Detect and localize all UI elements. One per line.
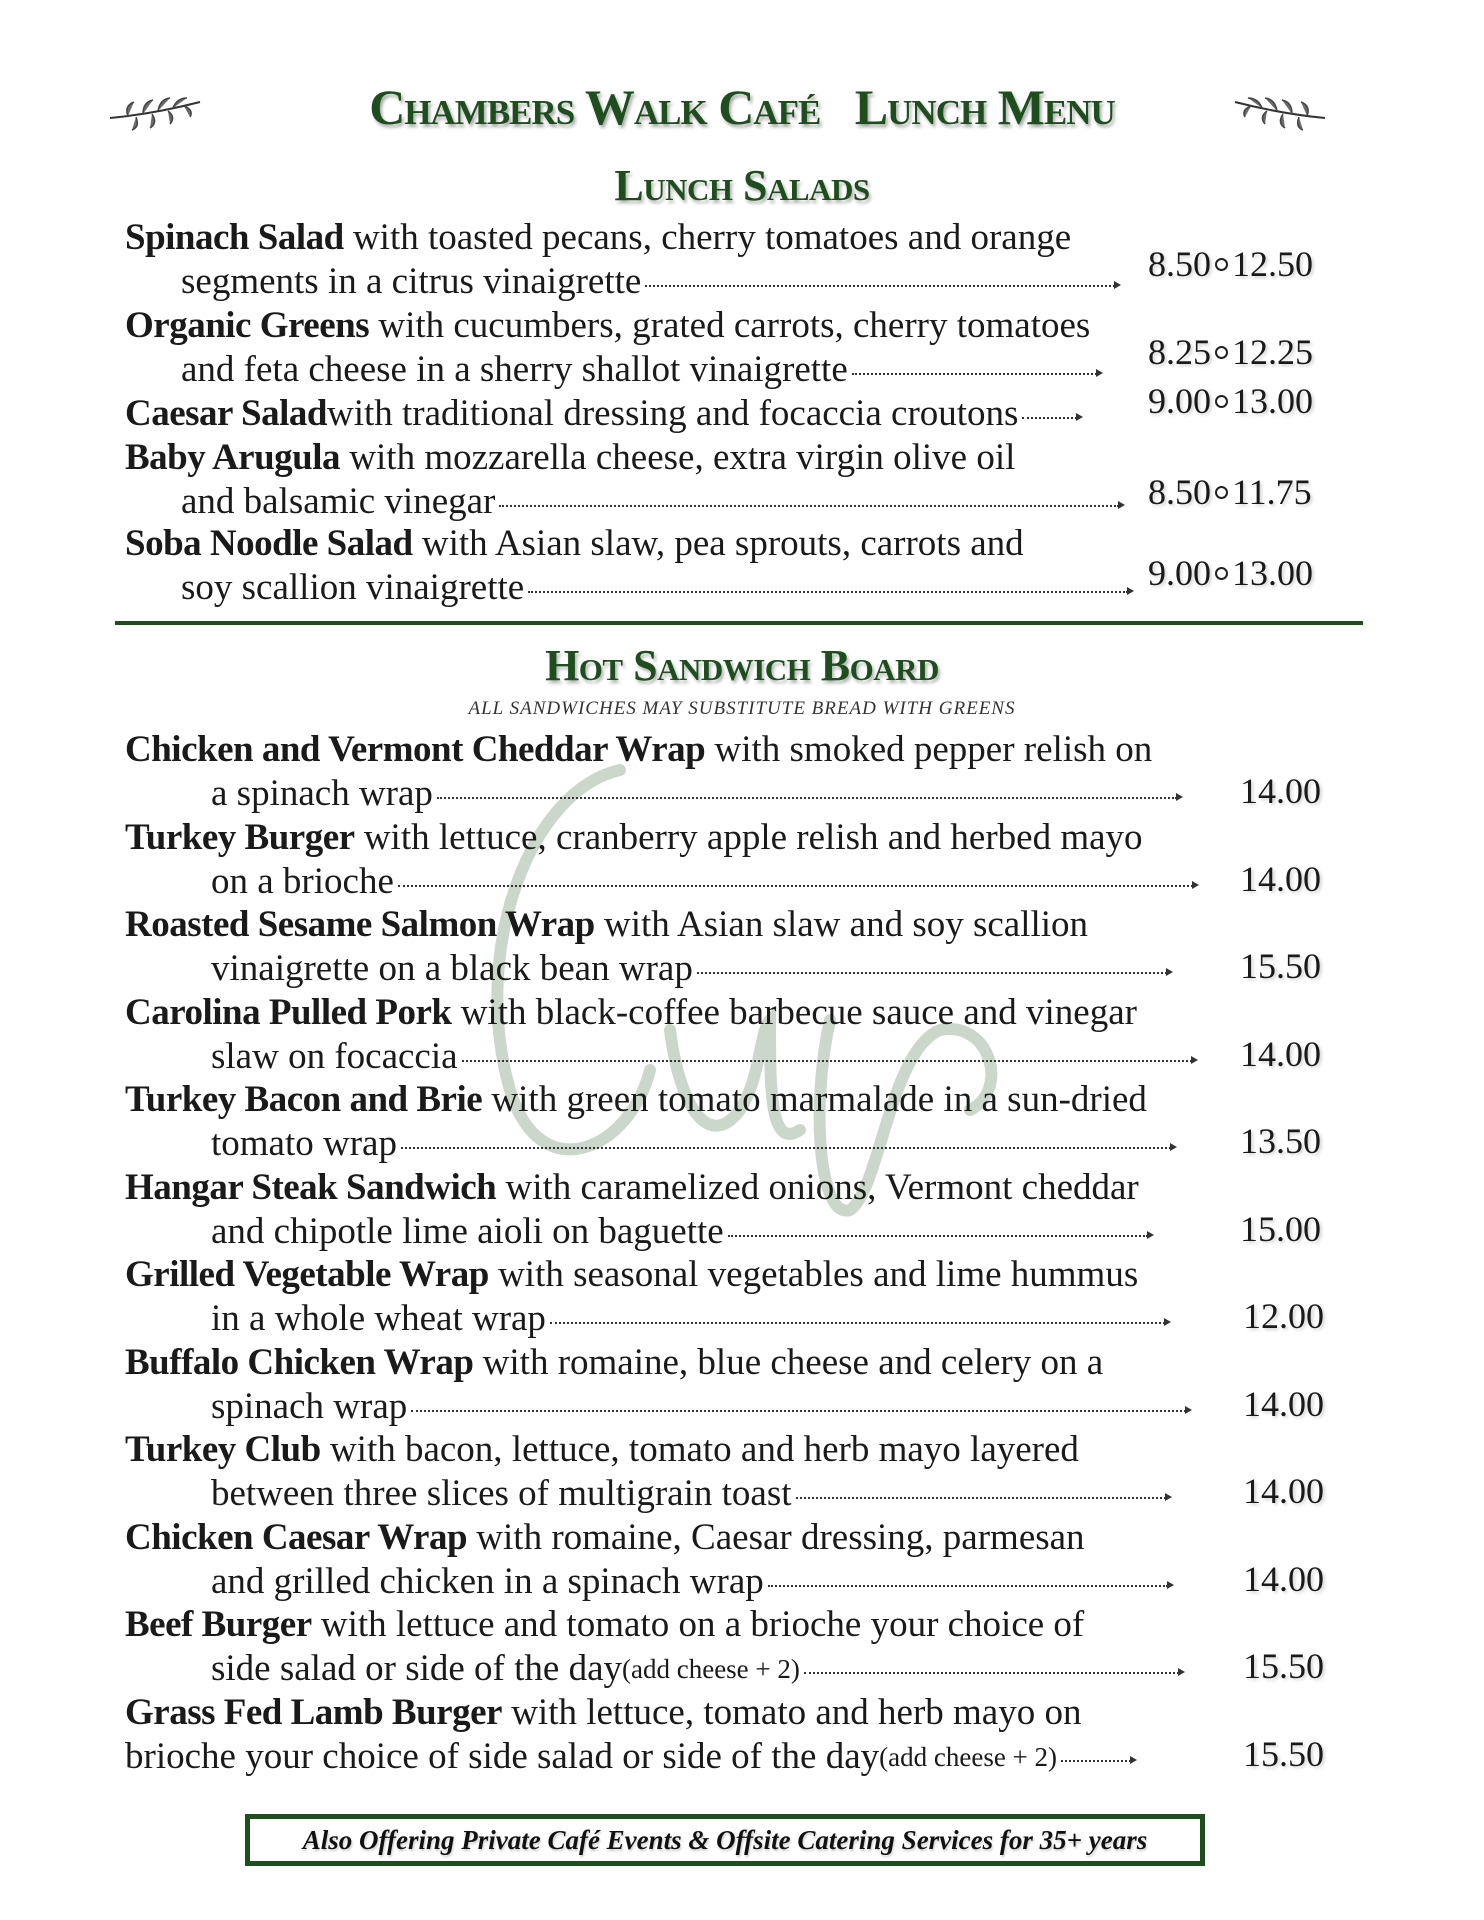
item-description-cont: segments in a citrus vinaigrette bbox=[181, 261, 642, 302]
item-name: Baby Arugula bbox=[125, 437, 341, 478]
item-price: 14.00 bbox=[1243, 1471, 1324, 1511]
dotted-leader bbox=[437, 797, 1177, 799]
item-description-cont: and feta cheese in a sherry shallot vinaigrette bbox=[181, 349, 848, 390]
item-description: with Asian slaw, pea sprouts, carrots and bbox=[412, 523, 1024, 564]
section-divider bbox=[115, 621, 1363, 625]
item-price: 14.00 bbox=[1240, 771, 1321, 811]
item-description-cont: on a brioche bbox=[211, 860, 394, 902]
dotted-leader bbox=[728, 1235, 1148, 1237]
item-price: 15.50 bbox=[1240, 946, 1321, 986]
item-name: Turkey Club bbox=[125, 1429, 321, 1470]
menu-title: Chambers Walk Café Lunch Menu bbox=[369, 79, 1115, 135]
item-description: with lettuce, cranberry apple relish and herbed mayo bbox=[354, 816, 1143, 858]
item-note: (add cheese + 2) bbox=[622, 1654, 800, 1684]
item-description-cont: and balsamic vinegar bbox=[181, 481, 496, 522]
dotted-leader bbox=[462, 1060, 1192, 1062]
item-description-cont: vinaigrette on a black bean wrap bbox=[211, 948, 693, 989]
item-description-cont: tomato wrap bbox=[211, 1123, 397, 1164]
item-description: with Asian slaw and soy scallion bbox=[594, 904, 1089, 945]
menu-header bbox=[0, 78, 1484, 148]
item-price: 15.00 bbox=[1240, 1208, 1321, 1249]
item-description-cont: a spinach wrap bbox=[211, 773, 433, 814]
dotted-leader bbox=[398, 885, 1193, 887]
dotted-leader bbox=[796, 1497, 1166, 1499]
dotted-leader bbox=[550, 1322, 1165, 1324]
item-description: with cucumbers, grated carrots, cherry tomatoes bbox=[369, 305, 1091, 346]
item-price: 8.25 12.25 bbox=[1148, 332, 1313, 372]
item-price: 9.00 13.00 bbox=[1148, 553, 1313, 593]
item-price: 14.00 bbox=[1240, 858, 1321, 899]
item-description: with romaine, blue cheese and celery on a bbox=[473, 1341, 1104, 1383]
item-price: 12.00 bbox=[1243, 1296, 1324, 1336]
item-description-cont: and chipotle lime aioli on baguette bbox=[211, 1210, 724, 1252]
item-name: Turkey Bacon and Brie bbox=[125, 1079, 483, 1120]
item-description: with green tomato marmalade in a sun-dried bbox=[482, 1079, 1147, 1120]
dotted-leader bbox=[401, 1147, 1171, 1149]
item-price: 9.00 13.00 bbox=[1148, 381, 1313, 421]
item-name: Beef Burger bbox=[125, 1604, 312, 1645]
item-price: 15.50 bbox=[1243, 1733, 1324, 1774]
dotted-leader bbox=[1061, 1760, 1131, 1762]
item-description: with black-coffee barbecue sauce and vinegar bbox=[451, 991, 1137, 1033]
item-description: with smoked pepper relish on bbox=[705, 729, 1153, 770]
item-description-cont: and grilled chicken in a spinach wrap bbox=[211, 1560, 764, 1602]
dotted-leader bbox=[528, 591, 1128, 593]
item-price: 14.00 bbox=[1243, 1383, 1324, 1424]
item-description-cont: spinach wrap bbox=[211, 1385, 408, 1427]
item-description-cont: soy scallion vinaigrette bbox=[181, 567, 525, 608]
item-name: Carolina Pulled Pork bbox=[125, 991, 452, 1033]
item-price: 8.50 12.50 bbox=[1148, 244, 1313, 284]
item-description-cont: between three slices of multigrain toast bbox=[211, 1473, 792, 1514]
item-description: with lettuce and tomato on a brioche your choice of bbox=[311, 1604, 1085, 1645]
item-name: Grass Fed Lamb Burger bbox=[125, 1691, 502, 1733]
dotted-leader bbox=[804, 1672, 1179, 1674]
item-description: with mozzarella cheese, extra virgin olive oil bbox=[340, 437, 1016, 478]
item-name: Soba Noodle Salad bbox=[125, 523, 413, 564]
item-name: Caesar Salad bbox=[125, 393, 327, 434]
item-price: 14.00 bbox=[1243, 1558, 1324, 1599]
dotted-leader bbox=[499, 505, 1119, 507]
dotted-leader bbox=[852, 373, 1097, 375]
item-description: with traditional dressing and focaccia croutons bbox=[326, 393, 1019, 434]
item-note: (add cheese + 2) bbox=[879, 1741, 1058, 1772]
item-name: Buffalo Chicken Wrap bbox=[125, 1341, 474, 1383]
dotted-leader bbox=[768, 1585, 1168, 1587]
item-name: Chicken and Vermont Cheddar Wrap bbox=[125, 729, 706, 770]
sandwiches-section-title: Hot Sandwich Board bbox=[545, 641, 939, 690]
item-price: 14.00 bbox=[1240, 1033, 1321, 1074]
item-description: with romaine, Caesar dressing, parmesan bbox=[467, 1516, 1085, 1558]
dotted-leader bbox=[645, 285, 1115, 287]
item-price: 8.50 11.75 bbox=[1148, 472, 1312, 512]
item-name: Hangar Steak Sandwich bbox=[125, 1166, 497, 1208]
item-description-cont: side salad or side of the day bbox=[211, 1648, 622, 1689]
item-description-cont: brioche your choice of side salad or side of the day bbox=[125, 1735, 880, 1777]
item-description: with toasted pecans, cherry tomatoes and orange bbox=[343, 217, 1072, 258]
item-name: Spinach Salad bbox=[125, 217, 344, 258]
dotted-leader bbox=[697, 972, 1167, 974]
item-name: Organic Greens bbox=[125, 305, 370, 346]
item-description: with bacon, lettuce, tomato and herb mayo layered bbox=[320, 1429, 1079, 1470]
item-description: with lettuce, tomato and herb mayo on bbox=[501, 1691, 1082, 1733]
dotted-leader bbox=[411, 1410, 1186, 1412]
item-description-cont: slaw on focaccia bbox=[211, 1035, 458, 1077]
item-name: Turkey Burger bbox=[125, 816, 355, 858]
item-price: 15.50 bbox=[1243, 1646, 1324, 1686]
item-price: 13.50 bbox=[1240, 1121, 1321, 1161]
item-name: Chicken Caesar Wrap bbox=[125, 1516, 468, 1558]
item-name: Grilled Vegetable Wrap bbox=[125, 1254, 489, 1295]
sandwiches-subtitle: ALL SANDWICHES MAY SUBSTITUTE BREAD WITH GREENS bbox=[468, 698, 1016, 719]
salads-section-title: Lunch Salads bbox=[614, 161, 870, 210]
item-description-cont: in a whole wheat wrap bbox=[211, 1298, 546, 1339]
herb-sprig-icon bbox=[1232, 92, 1327, 132]
item-description: with seasonal vegetables and lime hummus bbox=[488, 1254, 1139, 1295]
item-description: with caramelized onions, Vermont cheddar bbox=[496, 1166, 1139, 1208]
item-name: Roasted Sesame Salmon Wrap bbox=[125, 904, 595, 945]
dotted-leader bbox=[1022, 417, 1077, 419]
catering-banner: Also Offering Private Café Events & Offsite Catering Services for 35+ years bbox=[245, 1814, 1205, 1866]
